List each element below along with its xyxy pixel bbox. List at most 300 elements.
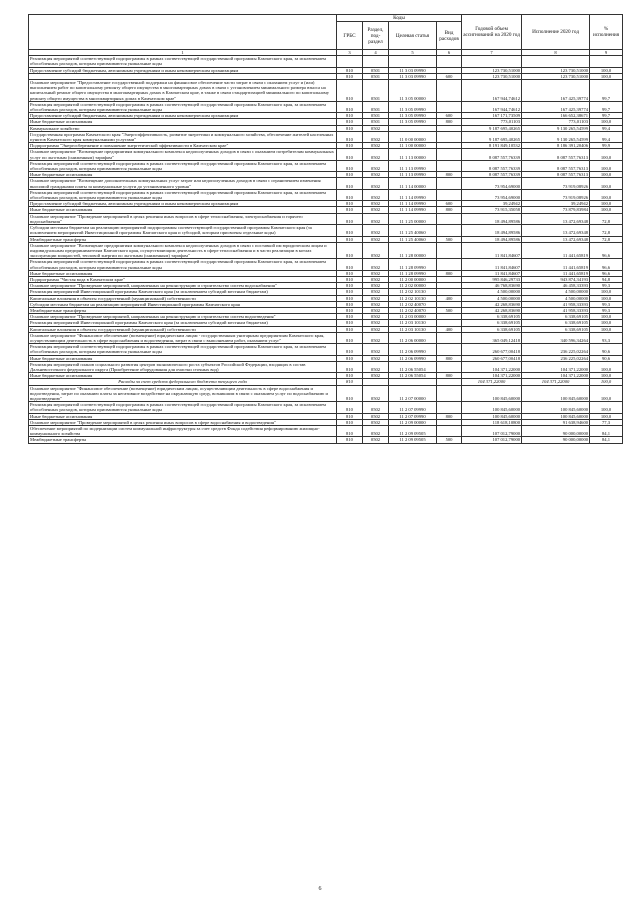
row-expense-type [437,56,462,67]
row-grbs: 810 [337,259,363,270]
row-execution-amount: 236 225,02264 [522,344,590,355]
row-name: Основное мероприятие "Финансовое обеспечение (возмещение) юридическим лицам, осуществляющим деятельность в сфере водоснабжения и водоотведения, затрат по оказанию платы за негативное воздействие на окружающую среду, возникшим в связи с оказанием услуг по водоснабжению и водоотведению" [29,385,337,402]
row-percent: 100,0 [590,149,623,160]
row-plan-amount: 8 087 557,76339 [462,160,522,171]
header-plan: Годовой объем ассигнований на 2020 год [462,15,522,50]
row-percent: 100,0 [590,314,623,320]
row-grbs: 810 [337,178,363,189]
row-section: 0502 [363,402,389,413]
row-section: 0502 [363,213,389,224]
row-grbs: 810 [337,67,363,73]
row-plan-amount: 104 371,22000 [462,373,522,379]
row-execution-amount: 73 919,08926 [522,178,590,189]
row-plan-amount: 11 841,84607 [462,259,522,270]
row-plan-amount: 107 012,79000 [462,426,522,437]
row-execution-amount: 104 371,22000 [522,361,590,372]
table-row [29,242,623,259]
row-percent: 93,3 [590,332,623,343]
row-expense-type: 500 [437,437,462,443]
row-section: 0502 [363,178,389,189]
row-expense-type [437,189,462,200]
table-row [29,437,623,443]
row-execution-amount: 11 441,65819 [522,242,590,259]
row-target-article: 11 2 06 00000 [389,332,437,343]
row-execution-amount: 100 845,60000 [522,385,590,402]
row-grbs: 810 [337,361,363,372]
row-expense-type: 800 [437,355,462,361]
row-percent: 77,3 [590,419,623,425]
row-expense-type: 500 [437,236,462,242]
row-plan-amount: 11 841,84607 [462,270,522,276]
row-name: Реализация мероприятий соответствующей подпрограммы в рамках соответствующей государственной программы Камчатского края, за исключением обособленных расходов, которым присваиваются уникальные коды [29,402,337,413]
row-name: Субсидии местным бюджетам на реализацию мероприятий Инвестиционной программы Камчатского края [29,301,337,307]
row-grbs: 810 [337,207,363,213]
row-grbs: 810 [337,270,363,276]
row-expense-type: 600 [437,73,462,79]
row-expense-type [437,213,462,224]
row-section: 0502 [363,426,389,437]
row-section: 0502 [363,125,389,131]
row-percent: 100,0 [590,402,623,413]
row-execution-amount: 123 730,51000 [522,67,590,73]
row-grbs: 810 [337,189,363,200]
header-grbs: ГРБС [337,22,363,50]
row-target-article: 11 1 14 09990 [389,201,437,207]
row-section [363,56,389,67]
row-section: 0502 [363,314,389,320]
row-percent: 100,0 [590,373,623,379]
row-percent: 99,3 [590,307,623,313]
row-execution-amount: 773,01103 [522,119,590,125]
row-target-article: 11 2 09 09505 [389,426,437,437]
row-grbs: 810 [337,236,363,242]
row-section: 0502 [363,259,389,270]
column-number: 7 [462,50,522,56]
row-target-article: 11 1 14 00000 [389,178,437,189]
row-plan-amount: 4 500,00000 [462,295,522,301]
row-grbs: 810 [337,301,363,307]
row-execution-amount: 6 338,69105 [522,314,590,320]
row-plan-amount: 42 268,83690 [462,307,522,313]
row-name: Подпрограмма "Чистая вода в Камчатском крае" [29,276,337,282]
row-grbs: 810 [337,172,363,178]
row-execution-amount: 104 371,22000 [522,373,590,379]
row-target-article: 11 2 03 00000 [389,314,437,320]
row-expense-type [437,225,462,236]
row-expense-type [437,149,462,160]
row-target-article: 11 3 05 09990 [389,113,437,119]
table-row [29,385,623,402]
row-section: 0502 [363,172,389,178]
row-expense-type [437,426,462,437]
row-execution-amount: 104 371,22000 [522,379,590,385]
row-execution-amount: 90 000,00000 [522,426,590,437]
row-section: 0502 [363,385,389,402]
page-number: 6 [318,886,322,892]
row-name: Коммунальное хозяйство [29,125,337,131]
row-plan-amount: 100 845,60000 [462,413,522,419]
row-execution-amount: 91 638,94600 [522,419,590,425]
row-percent: 94,8 [590,276,623,282]
row-grbs: 810 [337,437,363,443]
row-target-article: 11 1 28 09990 [389,270,437,276]
row-execution-amount: 167 425,39774 [522,80,590,102]
row-section: 0502 [363,361,389,372]
row-percent: 99,4 [590,125,623,131]
row-target-article: 11 2 02 40070 [389,301,437,307]
row-percent: 100,0 [590,119,623,125]
row-name: Иные бюджетные ассигнования [29,413,337,419]
row-target-article: 11 2 06 55054 [389,373,437,379]
row-percent [590,56,623,67]
row-grbs: 810 [337,143,363,149]
row-execution-amount: 11 441,65819 [522,270,590,276]
row-section: 0502 [363,201,389,207]
row-grbs: 810 [337,213,363,224]
row-percent: 100,0 [590,326,623,332]
row-section: 0502 [363,160,389,171]
row-grbs: 810 [337,419,363,425]
row-name: Реализация мероприятий Инвестиционной программы Камчатского края (за исключением субсидий местным бюджетам) [29,289,337,295]
row-plan-amount: 365 049,12418 [462,332,522,343]
row-section: 0502 [363,320,389,326]
row-grbs: 810 [337,276,363,282]
row-section: 0502 [363,373,389,379]
row-percent: 99,7 [590,101,623,112]
row-target-article: 11 1 28 00000 [389,242,437,259]
header-expense-type: Вид расходов [437,22,462,50]
header-codes: Коды [337,15,462,22]
row-execution-amount: 9 130 265,54599 [522,125,590,131]
row-grbs: 810 [337,379,363,385]
row-name: Предоставление субсидий бюджетным, автономным учреждениям и иным некоммерческим организациям [29,201,337,207]
row-section: 0502 [363,332,389,343]
row-expense-type [437,80,462,102]
row-plan-amount: 6 338,69105 [462,326,522,332]
row-percent: 96,6 [590,242,623,259]
row-percent: 100,0 [590,361,623,372]
header-target-article: Целевая статья [389,22,437,50]
row-target-article: 11 3 05 09990 [389,101,437,112]
row-section: 0502 [363,301,389,307]
row-target-article: 11 2 02 00000 [389,283,437,289]
row-target-article: 11 3 05 00000 [389,80,437,102]
row-target-article: 11 1 28 09990 [389,259,437,270]
row-plan-amount: 18 494,89586 [462,213,522,224]
row-plan-amount: 42 268,83690 [462,301,522,307]
row-execution-amount: 236 225,02264 [522,355,590,361]
column-number: 8 [522,50,590,56]
row-section: 0502 [363,307,389,313]
row-target-article: 11 2 07 00000 [389,385,437,402]
column-number: 3 [337,50,363,56]
row-name: Межбюджетные трансферты [29,307,337,313]
row-target-article: 11 2 03 10130 [389,320,437,326]
row-grbs: 810 [337,113,363,119]
row-execution-amount: 340 596,34264 [522,332,590,343]
row-expense-type: 400 [437,326,462,332]
row-name: Основное мероприятие "Предоставление государственной поддержки на финансовое обеспечение части затрат в связи с оказанием услуг и (или) выполнением работ по капитальному ремонту общего имущества в многоквартирных домах в связи с установлением минимального размера взноса на капитальный ремонт общего имущества в многоквартирных домах в Камчатском крае, в также в связи стандартизацией минимального по капитальному ремонту общего имущества в многоквартирных домах в Камчатском крае" [29,80,337,102]
row-expense-type: 800 [437,413,462,419]
row-name: Иные бюджетные ассигнования [29,119,337,125]
row-execution-amount: 166 652,38671 [522,113,590,119]
row-expense-type [437,242,462,259]
row-target-article: 11 2 00 00000 [389,276,437,282]
row-expense-type: 600 [437,113,462,119]
row-execution-amount: 8 087 557,76313 [522,160,590,171]
table-row [29,101,623,112]
header-name-cell [29,15,337,50]
row-name: Реализация мероприятий соответствующей подпрограммы в рамках соответствующей государственной программы Камчатского края, за исключением обособленных расходов, которым присваиваются уникальные коды [29,189,337,200]
row-expense-type [437,344,462,355]
row-name: Капитальные вложения в объекты государственной (муниципальной) собственности [29,326,337,332]
row-target-article: 11 2 06 09990 [389,344,437,355]
table-row [29,332,623,343]
row-execution-amount: 167 425,39774 [522,101,590,112]
row-grbs: 810 [337,326,363,332]
row-grbs: 810 [337,355,363,361]
row-plan-amount: 18 494,89586 [462,236,522,242]
row-expense-type [437,101,462,112]
row-name: Реализация мероприятий соответствующей подпрограммы в рамках соответствующей государственной программы Камчатского края, за исключением обособленных расходов, которым присваиваются уникальные коды [29,259,337,270]
row-section: 0502 [363,419,389,425]
row-expense-type [437,385,462,402]
row-target-article: 11 2 06 09990 [389,355,437,361]
row-percent: 72,8 [590,213,623,224]
row-section: 0501 [363,67,389,73]
row-percent: 90,6 [590,355,623,361]
row-percent: 100,0 [590,385,623,402]
row-name: Предоставление субсидий бюджетным, автономным учреждениям и иным некоммерческим организациям [29,67,337,73]
row-plan-amount: 6 338,69105 [462,314,522,320]
table-row [29,131,623,142]
table-row [29,189,623,200]
table-row [29,426,623,437]
row-plan-amount: 8 087 557,76339 [462,172,522,178]
row-execution-amount: 123 730,51000 [522,73,590,79]
table-row [29,361,623,372]
row-grbs [337,56,363,67]
table-row [29,225,623,236]
row-name: Иные бюджетные ассигнования [29,373,337,379]
row-name: Реализация мероприятий Инвестиционной программы Камчатского края (за исключением субсидий местным бюджетам) [29,320,337,326]
row-name: Подпрограмма "Энергосбережение и повышение энергетической эффективности в Камчатском крае" [29,143,337,149]
row-grbs: 810 [337,225,363,236]
column-number: 9 [590,50,623,56]
row-section: 0502 [363,143,389,149]
row-name: Реализация мероприятий планов социального развития центров экономического роста субъектов Российской Федерации, входящих в состав Дальневосточного федерального округа (Приобретение оборудования для очистки сточных вод) [29,361,337,372]
row-name: Иные бюджетные ассигнования [29,355,337,361]
row-execution-amount: 8 186 391,20406 [522,143,590,149]
row-grbs: 810 [337,201,363,207]
row-expense-type [437,160,462,171]
row-section: 0502 [363,283,389,289]
table-row [29,160,623,171]
row-target-article: 11 2 09 09505 [389,437,437,443]
column-number: 6 [437,50,462,56]
row-target-article: 11 1 14 09990 [389,207,437,213]
row-grbs: 810 [337,160,363,171]
row-section: 0502 [363,289,389,295]
row-name: Межбюджетные трансферты [29,236,337,242]
row-plan-amount: 46 768,83690 [462,283,522,289]
row-plan-amount: 123 730,51000 [462,73,522,79]
row-plan-amount: 9 187 695,40265 [462,125,522,131]
row-plan-amount: 8 191 849,10532 [462,143,522,149]
row-section: 0501 [363,80,389,102]
row-name: Иные бюджетные ассигнования [29,172,337,178]
row-section: 0502 [363,295,389,301]
row-target-article: 11 1 13 09990 [389,172,437,178]
row-plan-amount: 260 677,00418 [462,344,522,355]
row-grbs: 810 [337,402,363,413]
row-target-article: 11 2 07 09990 [389,413,437,419]
row-plan-amount: 167 944,74612 [462,80,522,102]
row-execution-amount: 6 338,69105 [522,320,590,326]
row-name: Основное мероприятие "Проведение мероприятий в целях решения иных вопросов в сфере теплоснабжения, электроснабжения и горячего водоснабжения" [29,213,337,224]
row-name: Капитальные вложения в объекты государственной (муниципальной) собственности [29,295,337,301]
row-execution-amount: 6 338,69105 [522,326,590,332]
row-plan-amount: 4 500,00000 [462,289,522,295]
row-execution-amount: 9 130 265,54599 [522,131,590,142]
row-grbs: 810 [337,295,363,301]
table-row [29,259,623,270]
row-plan-amount [462,56,522,67]
row-percent: 100,0 [590,160,623,171]
row-percent: 96,6 [590,259,623,270]
row-section: 0502 [363,413,389,419]
row-name: Предоставление субсидий бюджетным, автономным учреждениям и иным некоммерческим организациям [29,113,337,119]
row-expense-type: 600 [437,201,462,207]
row-target-article: 11 2 07 09990 [389,402,437,413]
row-grbs: 810 [337,149,363,160]
row-grbs: 810 [337,373,363,379]
row-section: 0502 [363,355,389,361]
row-grbs: 810 [337,80,363,102]
row-percent: 100,0 [590,207,623,213]
row-plan-amount: 6 338,69105 [462,320,522,326]
row-name: Иные бюджетные ассигнования [29,270,337,276]
table-header [29,15,623,56]
row-plan-amount: 118 618,10800 [462,419,522,425]
row-expense-type [437,361,462,372]
row-plan-amount: 73 915,35058 [462,207,522,213]
row-section: 0501 [363,101,389,112]
row-name: Обеспечение мероприятий по модернизации систем коммунальной инфраструктуры за счет средств Фонда содействия реформированию жилищно-коммунального хозяйства [29,426,337,437]
row-grbs: 810 [337,314,363,320]
table-row [29,402,623,413]
row-execution-amount: 943 874,34193 [522,276,590,282]
table-row [29,178,623,189]
row-plan-amount: 39,24942 [462,201,522,207]
row-execution-amount: 4 500,00000 [522,289,590,295]
row-name: Основное мероприятие "Проведение мероприятий, направленных на реконструкцию и строительство систем водоотведения" [29,314,337,320]
row-percent: 100,0 [590,67,623,73]
column-number: 5 [389,50,437,56]
row-plan-amount: 73 954,69000 [462,178,522,189]
row-target-article: 11 2 09 00000 [389,419,437,425]
row-plan-amount: 123 730,51000 [462,67,522,73]
row-execution-amount: 41 958,33393 [522,301,590,307]
row-plan-amount: 995 846,29733 [462,276,522,282]
row-plan-amount: 260 677,00418 [462,355,522,361]
row-grbs: 810 [337,125,363,131]
row-target-article: 11 2 02 10130 [389,289,437,295]
row-section: 0502 [363,270,389,276]
table-row [29,213,623,224]
row-plan-amount: 73 954,69000 [462,189,522,200]
row-percent: 99,7 [590,80,623,102]
row-name: Реализация мероприятий соответствующей подпрограммы в рамках соответствующей государственной программы Камчатского края, за исключением обособленных расходов, которым присваиваются уникальные коды [29,160,337,171]
row-name: Реализация мероприятий соответствующей подпрограммы в рамках соответствующей государственной программы Камчатского края, за исключением обособленных расходов, которым присваиваются уникальные коды [29,101,337,112]
row-grbs: 810 [337,101,363,112]
row-expense-type: 400 [437,295,462,301]
row-plan-amount: 107 012,79000 [462,437,522,443]
table-row [29,344,623,355]
row-section: 0502 [363,437,389,443]
row-percent: 100,0 [590,295,623,301]
table-row [29,80,623,102]
row-name: Иные бюджетные ассигнования [29,207,337,213]
row-percent: 99,7 [590,113,623,119]
header-section: Раздел, под-раздел [363,22,389,50]
row-name: Межбюджетные трансферты [29,437,337,443]
row-name: Основное мероприятие "Проведение мероприятий в целях решения иных вопросов в сфере водоснабжения и водоотведения" [29,419,337,425]
row-target-article: 11 1 14 09990 [389,189,437,200]
row-name: Основное мероприятие "Проведение мероприятий, направленных на реконструкцию и строительство систем водоснабжения" [29,283,337,289]
row-plan-amount: 167 171,73509 [462,113,522,119]
row-expense-type: 800 [437,207,462,213]
row-expense-type: 800 [437,270,462,276]
row-percent: 72,8 [590,236,623,242]
row-section: 0502 [363,326,389,332]
row-grbs: 810 [337,385,363,402]
row-execution-amount [522,56,590,67]
row-target-article: 11 2 02 40070 [389,307,437,313]
row-target-article: 11 2 03 10130 [389,326,437,332]
table-row [29,56,623,67]
row-grbs: 810 [337,332,363,343]
row-percent: 100,0 [590,289,623,295]
row-execution-amount: 13 472,69348 [522,236,590,242]
row-execution-amount: 73 879,83984 [522,207,590,213]
row-percent: 90,6 [590,344,623,355]
row-section: 0502 [363,189,389,200]
row-name: Расходы за счет средств федерального бюджета текущего года [29,379,337,385]
column-number: 1 [29,50,337,56]
row-grbs: 810 [337,289,363,295]
row-grbs: 810 [337,413,363,419]
table-row [29,149,623,160]
row-percent: 100,0 [590,201,623,207]
row-section: 0502 [363,131,389,142]
row-plan-amount: 100 845,60000 [462,402,522,413]
row-grbs: 810 [337,73,363,79]
row-section: 0501 [363,113,389,119]
row-percent: 100,0 [590,320,623,326]
row-execution-amount: 46 458,33393 [522,283,590,289]
row-section: 0501 [363,73,389,79]
row-target-article: 11 2 02 10130 [389,295,437,301]
row-name: Субсидии местным бюджетам на реализацию мероприятий подпрограммы соответствующей государственной программы Камчатского края (за исключением мероприятий Инвестиционной программы Камчатского края и субсидий, которым присвоены отдельные коды) [29,225,337,236]
budget-table [28,14,623,444]
row-execution-amount: 73 919,08926 [522,189,590,200]
row-expense-type [437,402,462,413]
row-plan-amount: 167 944,74612 [462,101,522,112]
row-section: 0501 [363,119,389,125]
row-percent: 99,4 [590,131,623,142]
row-execution-amount: 100 845,60000 [522,402,590,413]
